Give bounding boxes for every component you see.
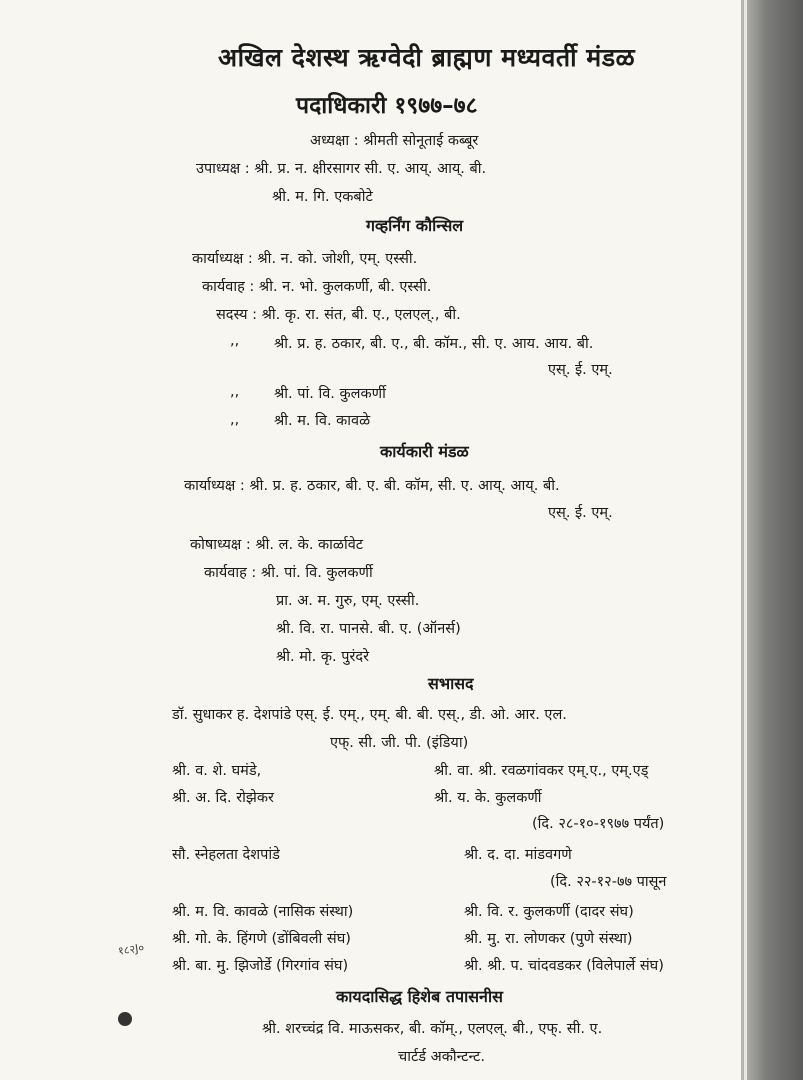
members-line-1: डॉ. सुधाकर ह. देशपांडे एस्. ई. एम्., एम्. बी. बी. एस्., डी. ओ. आर. एल. [172, 707, 567, 723]
members-line-4a: सौ. स्नेहलता देशपांडे [172, 847, 280, 863]
margin-handwritten-note: १८२J० [117, 941, 145, 958]
auditor-line-1: श्री. शरच्चंद्र वि. माऊसकर, बी. कॉम्., एलएल्. बी., एफ्. सी. ए. [262, 1021, 603, 1037]
main-title: अखिल देशस्थ ऋग्वेदी ब्राह्मण मध्यवर्ती मंडळ [218, 43, 636, 72]
ditto-mark-2: ,, [230, 384, 240, 400]
exec-line-5: श्री. वि. रा. पानसे. बी. ए. (ऑनर्स) [276, 621, 461, 637]
members-line-5a: श्री. म. वि. कावळे (नासिक संस्था) [172, 904, 354, 920]
exec-line-2: कोषाध्यक्ष : श्री. ल. के. कार्ळावेट [190, 537, 364, 553]
exec-line-1b: एस्. ई. एम्. [548, 505, 613, 521]
vice-president-line-2: श्री. म. गि. एकबोटे [272, 189, 373, 205]
president-line: अध्यक्षा : श्रीमती सोनूताई कब्बूर [310, 133, 479, 149]
ditto-mark-3: ,, [230, 412, 240, 428]
members-line-3c: (दि. २८-१०-१९७७ पर्यंत) [532, 816, 665, 832]
members-line-2b: श्री. वा. श्री. रवळगांवकर एम्.ए., एम्.एड् [434, 763, 649, 779]
members-heading: सभासद [428, 674, 474, 693]
ditto-mark-1: ,, [230, 333, 240, 349]
members-line-2a: श्री. व. शे. घमंडे, [172, 763, 262, 779]
members-line-4c: (दि. २२-१२-७७ पासून [550, 874, 667, 890]
gov-council-line-1: कार्याध्यक्ष : श्री. न. को. जोशी, एम्. एस्सी. [192, 251, 418, 267]
members-line-6b: श्री. मु. रा. लोणकर (पुणे संस्था) [464, 931, 633, 947]
gov-council-line-4b: एस्. ई. एम्. [548, 362, 613, 378]
auditor-heading: कायदासिद्ध हिशेब तपासनीस [336, 987, 503, 1006]
members-line-6a: श्री. गो. के. हिंगणे (डोंबिवली संघ) [172, 931, 351, 947]
members-line-1b: एफ्. सी. जी. पी. (इंडिया) [330, 735, 469, 751]
exec-committee-heading: कार्यकारी मंडळ [380, 442, 469, 461]
page-edge-shadow [741, 0, 803, 1080]
gov-council-line-5: श्री. पां. वि. कुलकर्णी [274, 386, 386, 402]
page-edge-line [744, 0, 747, 1080]
vice-president-line-1: उपाध्यक्ष : श्री. प्र. न. क्षीरसागर सी. ए. आय्. आय्. बी. [196, 161, 487, 177]
auditor-line-2: चार्टर्ड अकौन्टन्ट. [398, 1049, 485, 1065]
gov-council-heading: गव्हर्निंग कौन्सिल [366, 216, 464, 235]
members-line-5b: श्री. वि. र. कुलकर्णी (दादर संघ) [464, 904, 634, 920]
gov-council-line-4: श्री. प्र. ह. ठकार, बी. ए., बी. कॉम., सी. ए. आय. आय. बी. [274, 336, 594, 352]
exec-line-6: श्री. मो. कृ. पुरंदरे [276, 649, 370, 665]
exec-line-4: प्रा. अ. म. गुरु, एम्. एस्सी. [276, 593, 420, 609]
members-line-7a: श्री. बा. मु. झिजोर्डे (गिरगांव संघ) [172, 958, 349, 974]
gov-council-line-3: सदस्य : श्री. कृ. रा. संत, बी. ए., एलएल्., बी. [216, 307, 461, 323]
exec-line-1: कार्याध्यक्ष : श्री. प्र. ह. ठकार, बी. ए. बी. कॉम, सी. ए. आय्. आय्. बी. [184, 478, 560, 494]
members-line-3b: श्री. य. के. कुलकर्णी [434, 790, 542, 806]
gov-council-line-2: कार्यवाह : श्री. न. भो. कुलकर्णी, बी. एस्सी. [202, 279, 432, 295]
gov-council-line-6: श्री. म. वि. कावळे [274, 413, 371, 429]
members-line-3a: श्री. अ. दि. रोझेकर [172, 790, 274, 806]
members-line-4b: श्री. द. दा. मांडवगणे [464, 847, 572, 863]
members-line-7b: श्री. श्री. प. चांदवडकर (विलेपार्ले संघ) [464, 958, 664, 974]
subtitle-year: पदाधिकारी १९७७–७८ [296, 93, 478, 119]
ink-blot [118, 1012, 132, 1026]
exec-line-3: कार्यवाह : श्री. पां. वि. कुलकर्णी [204, 565, 373, 581]
